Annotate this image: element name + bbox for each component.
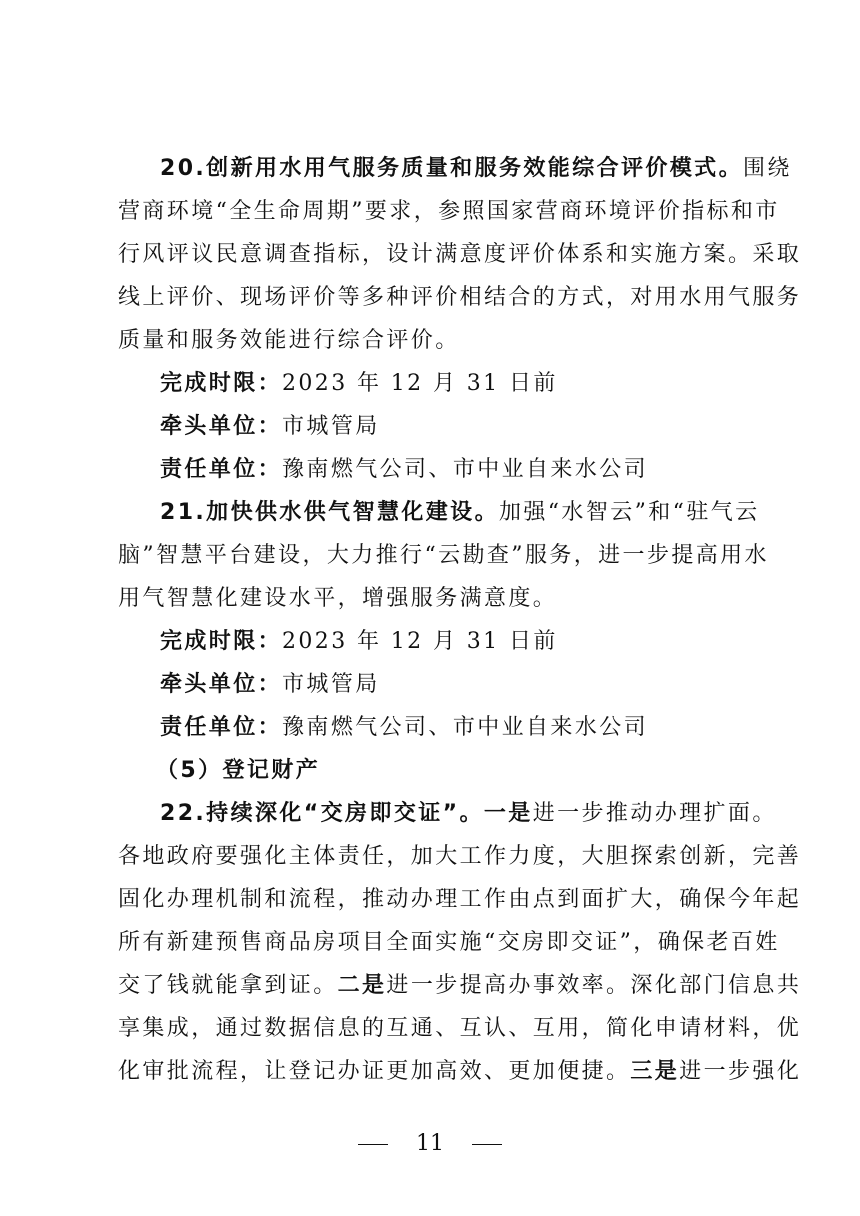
- item-22-third-marker: 三是: [630, 1059, 680, 1084]
- lead-value: 市城管局: [282, 672, 380, 697]
- item-22-body-line: [118, 1050, 802, 1094]
- footer-dash-left: [358, 1144, 388, 1145]
- item-22-line7-a: 化审批流程，让登记办证更加高效、更加便捷。: [118, 1059, 631, 1084]
- section-5-title: （5）登记财产: [156, 758, 321, 783]
- item-20-deadline: [160, 362, 800, 406]
- deadline-value: 2023 年 12 月 31 日前: [282, 371, 558, 396]
- item-21-body-start: 加强“水智云”和“驻气云: [498, 500, 760, 525]
- responsible-label: 责任单位：: [160, 715, 283, 740]
- item-20-first-line: [160, 147, 800, 191]
- item-22-line5-b: 进一步提高办事效率。深化部门信息共: [386, 973, 802, 998]
- item-21-responsible-unit: [160, 706, 800, 750]
- item-21-body-line: 脑”智慧平台建设，大力推行“云勘查”服务，进一步提高用水: [118, 543, 769, 568]
- item-20-body-line: 行风评议民意调查指标，设计满意度评价体系和实施方案。采取: [118, 242, 802, 267]
- item-22-line7-b: 进一步强化: [679, 1059, 802, 1084]
- item-22-body-line: 各地政府要强化主体责任，加大工作力度，大胆探索创新，完善: [118, 844, 802, 869]
- item-22-first-text: 进一步推动办理扩面。: [532, 801, 777, 826]
- responsible-label: 责任单位：: [160, 457, 283, 482]
- item-22-heading: 22.持续深化“交房即交证”。: [160, 801, 484, 826]
- lead-label: 牵头单位：: [160, 414, 283, 439]
- item-20-heading: 20.创新用水用气服务质量和服务效能综合评价模式。: [160, 156, 743, 181]
- item-22-body-line: [118, 964, 802, 1008]
- lead-value: 市城管局: [282, 414, 380, 439]
- item-20-responsible-unit: [160, 448, 800, 492]
- item-20-body-line: 质量和服务效能进行综合评价。: [118, 328, 460, 353]
- item-20-body-line: 营商环境“全生命周期”要求，参照国家营商环境评价指标和市: [118, 199, 780, 224]
- item-20-body-line: 线上评价、现场评价等多种评价相结合的方式，对用水用气服务: [118, 285, 802, 310]
- responsible-value: 豫南燃气公司、市中业自来水公司: [282, 715, 649, 740]
- footer-dash-right: [472, 1144, 502, 1145]
- lead-label: 牵头单位：: [160, 672, 283, 697]
- deadline-label: 完成时限：: [160, 629, 283, 654]
- deadline-value: 2023 年 12 月 31 日前: [282, 629, 558, 654]
- item-22-first-line: [160, 792, 777, 836]
- item-20-body-start: 围绕: [742, 156, 792, 181]
- item-22-second-marker: 二是: [337, 973, 387, 998]
- page-footer: [0, 1126, 860, 1162]
- item-21-deadline: [160, 620, 800, 664]
- responsible-value: 豫南燃气公司、市中业自来水公司: [282, 457, 649, 482]
- item-22-line5-a: 交了钱就能拿到证。: [118, 973, 338, 998]
- item-21-body-line: 用气智慧化建设水平，增强服务满意度。: [118, 586, 558, 611]
- item-21-heading: 21.加快供水供气智慧化建设。: [160, 500, 499, 525]
- item-21-lead-unit: [160, 663, 800, 707]
- item-22-body-line: 固化办理机制和流程，推动办理工作由点到面扩大，确保今年起: [118, 887, 802, 912]
- page-number: 11: [416, 1131, 444, 1156]
- item-22-first-marker: 一是: [483, 801, 533, 826]
- item-20-lead-unit: [160, 405, 800, 449]
- item-22-body-line: 所有新建预售商品房项目全面实施“交房即交证”，确保老百姓: [118, 930, 780, 955]
- item-21-first-line: [160, 491, 800, 535]
- deadline-label: 完成时限：: [160, 371, 283, 396]
- item-22-body-line: 享集成，通过数据信息的互通、互认、互用，简化申请材料，优: [118, 1016, 802, 1041]
